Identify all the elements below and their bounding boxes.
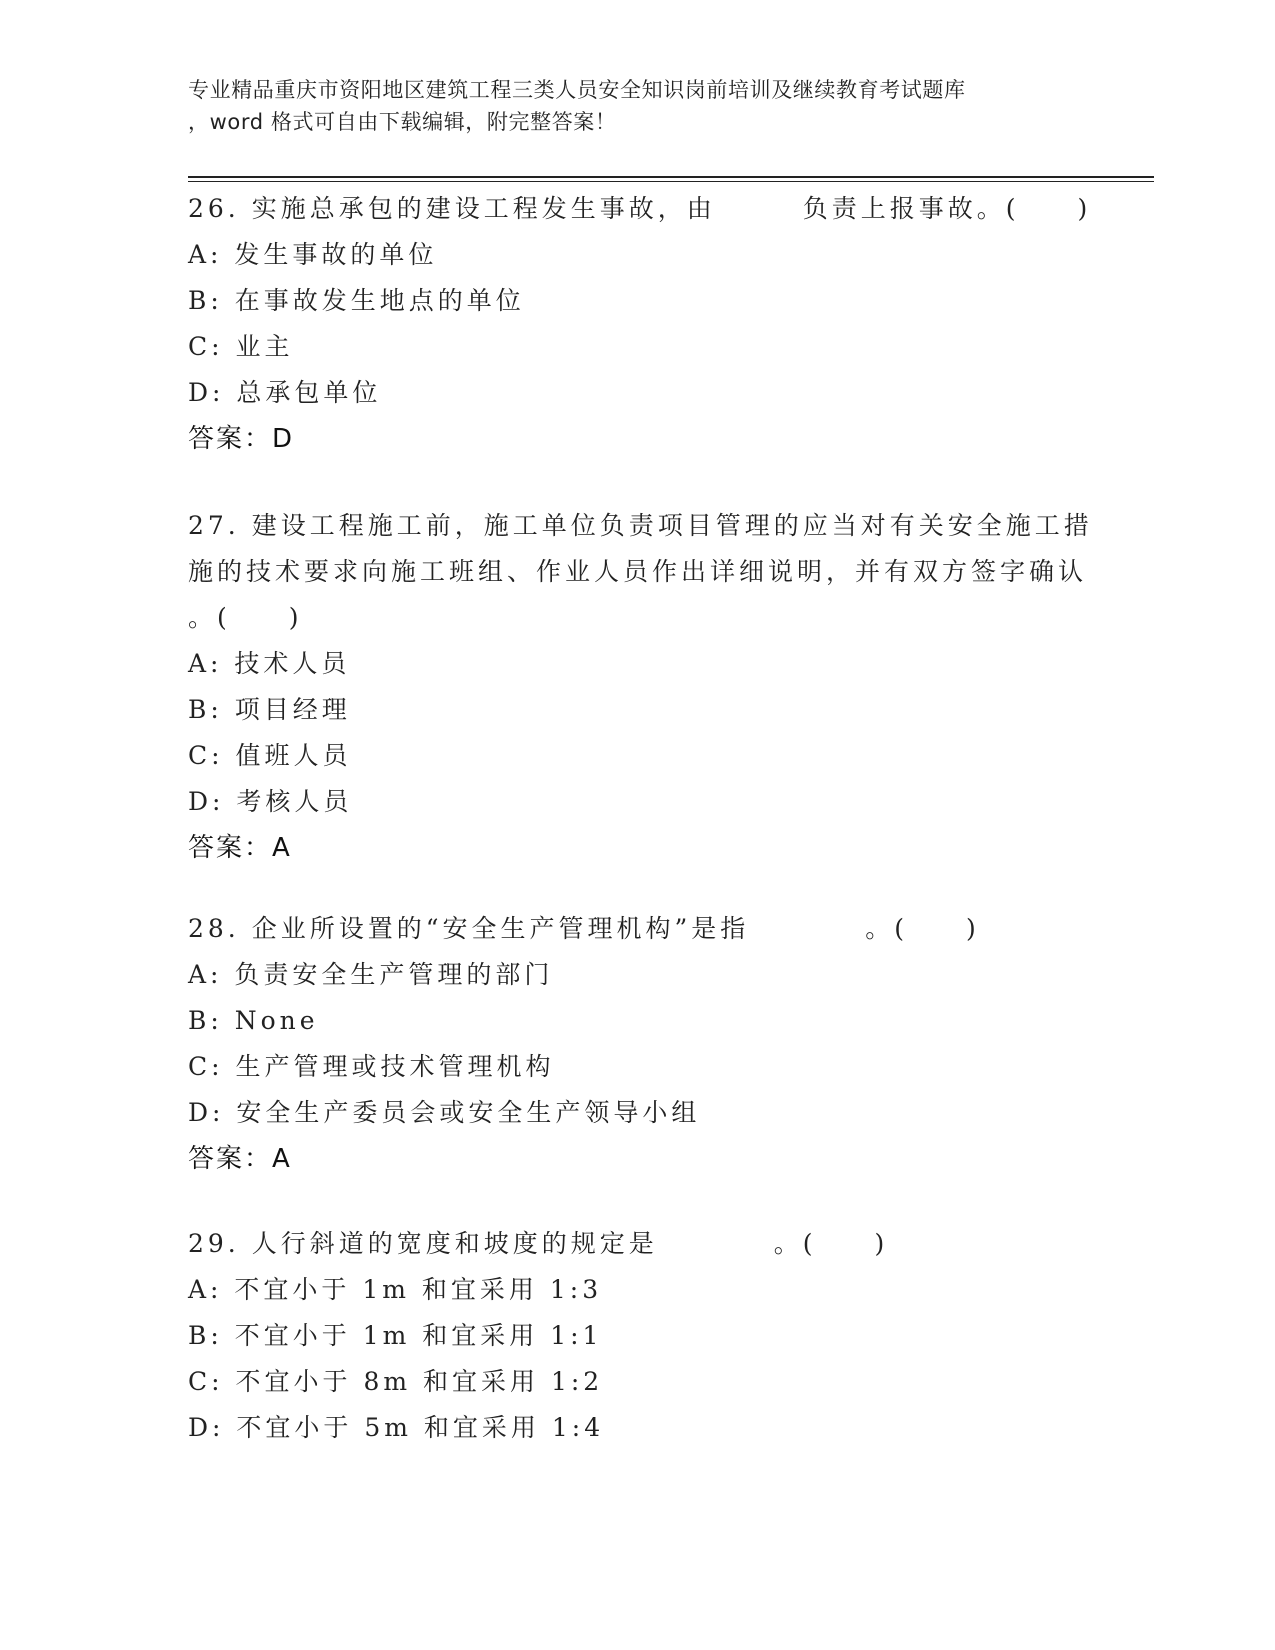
- option-a: A: 不宜小于 1m 和宜采用 1:3: [188, 1275, 603, 1304]
- option-b: B: 项目经理: [188, 695, 351, 724]
- option-d: D: 总承包单位: [188, 378, 382, 407]
- option-a: A: 技术人员: [188, 649, 351, 678]
- option-b: B: 不宜小于 1m 和宜采用 1:1: [188, 1321, 603, 1350]
- option-c: C: 值班人员: [188, 741, 352, 770]
- question-27: [188, 503, 1093, 871]
- option-c: C: 生产管理或技术管理机构: [188, 1052, 555, 1081]
- option-b: B: 在事故发生地点的单位: [188, 286, 525, 315]
- header-divider-bottom: [188, 181, 1154, 182]
- question-stem-line-1: 27. 建设工程施工前，施工单位负责项目管理的应当对有关安全施工措: [188, 511, 1093, 540]
- question-stem: 26. 实施总承包的建设工程发生事故，由 负责上报事故。( ): [188, 194, 1092, 223]
- option-d: D: 考核人员: [188, 787, 353, 816]
- question-stem: 28. 企业所设置的“安全生产管理机构”是指 。( ): [188, 914, 980, 943]
- document-header: [188, 74, 1088, 138]
- option-b: B: None: [188, 1006, 319, 1035]
- question-28: [188, 906, 1088, 1182]
- option-a: A: 发生事故的单位: [188, 240, 438, 269]
- answer-line: 答案：A: [188, 833, 292, 863]
- option-c: C: 业主: [188, 332, 294, 361]
- question-stem-line-3: 。( ): [188, 603, 303, 632]
- question-stem-line-2: 施的技术要求向施工班组、作业人员作出详细说明，并有双方签字确认: [188, 557, 1088, 586]
- header-divider-top: [188, 176, 1154, 178]
- option-d: D: 不宜小于 5m 和宜采用 1:4: [188, 1413, 605, 1442]
- question-29: [188, 1221, 1088, 1451]
- header-line-1: 专业精品重庆市资阳地区建筑工程三类人员安全知识岗前培训及继续教育考试题库: [188, 78, 966, 102]
- question-26: [188, 186, 1092, 462]
- answer-line: 答案：D: [188, 424, 295, 454]
- answer-line: 答案：A: [188, 1144, 292, 1174]
- option-a: A: 负责安全生产管理的部门: [188, 960, 554, 989]
- header-line-2: ，word 格式可自由下载编辑，附完整答案！: [188, 110, 617, 134]
- option-d: D: 安全生产委员会或安全生产领导小组: [188, 1098, 701, 1127]
- question-stem: 29. 人行斜道的宽度和坡度的规定是 。( ): [188, 1229, 889, 1258]
- option-c: C: 不宜小于 8m 和宜采用 1:2: [188, 1367, 604, 1396]
